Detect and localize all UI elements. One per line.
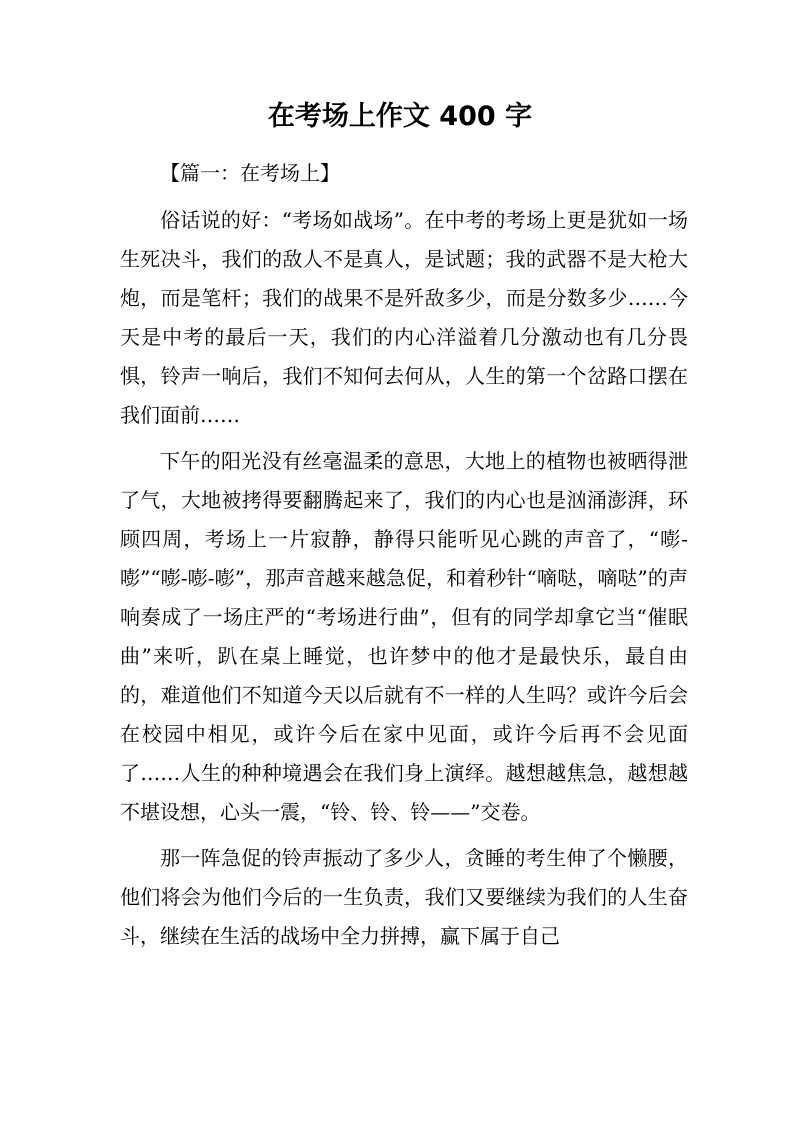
paragraph-3: 那一阵急促的铃声振动了多少人，贪睡的考生伸了个懒腰，他们将会为他们今后的一生负责，我们又要继续为我们的人生奋斗，继续在生活的战场中全力拼搏，赢下属于自己 <box>120 846 688 948</box>
paragraph-2: 下午的阳光没有丝毫温柔的意思，大地上的植物也被晒得泄了气，大地被拷得要翻腾起来了，我们的内心也是汹涌澎湃，环顾四周，考场上一片寂静，静得只能听见心跳的声音了，“嘭-嘭”“嘭-嘭-嘭”，那声音越来越急促，和着秒针“嘀哒，嘀哒”的声响奏成了一场庄严的“考场进行曲”，但有的同学却拿它当“催眠曲”来听，趴在桌上睡觉，也许梦中的他才是最快乐，最自由的，难道他们不知道今天以后就有不一样的人生吗？或许今后会在校园中相见，或许今后在家中见面，或许今后再不会见面了……人生的种种境遇会在我们身上演绎。越想越焦急，越想越不堪设想，心头一震，“铃、铃、铃——”交卷。 <box>120 449 688 824</box>
paragraph-1: 俗话说的好：“考场如战场”。在中考的考场上更是犹如一场生死决斗，我们的敌人不是真人，是试题；我的武器不是大枪大炮，而是笔杆；我们的战果不是歼敌多少，而是分数多少……今天是中考的最后一天，我们的内心洋溢着几分激动也有几分畏惧，铃声一响后，我们不知何去何从，人生的第一个岔路口摆在我们面前…… <box>120 208 688 427</box>
section-heading: 【篇一：在考场上】 <box>160 161 340 185</box>
page-title: 在考场上作文 400 字 <box>267 101 533 132</box>
document-body <box>120 154 688 956</box>
